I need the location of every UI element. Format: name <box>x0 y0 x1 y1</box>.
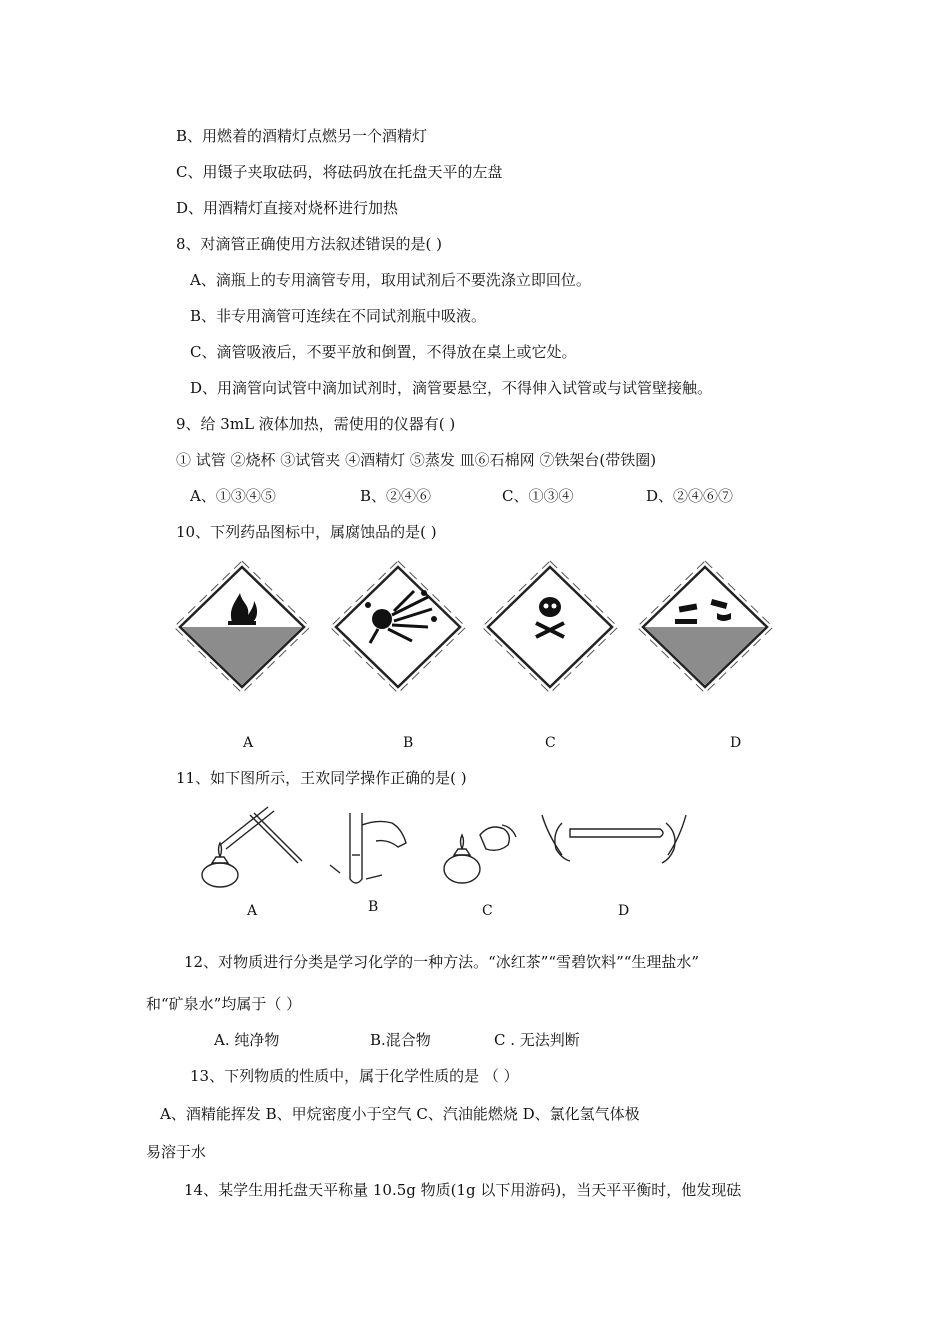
holding-tube-horizontal-icon <box>542 815 686 863</box>
q8-option-c: C、滴管吸液后，不要平放和倒置，不得放在桌上或它处。 <box>190 343 577 361</box>
q8-option-d: D、用滴管向试管中滴加试剂时，滴管要悬空，不得伸入试管或与试管壁接触。 <box>190 379 713 397</box>
q12-stem-line2: 和“矿泉水”均属于（ ） <box>146 995 302 1013</box>
lab-operations-figure <box>190 795 710 895</box>
q11-label-d: D <box>618 903 630 919</box>
toxic-hazard-icon <box>482 561 618 693</box>
q12-option-c: C . 无法判断 <box>494 1031 580 1049</box>
q8-option-a: A、滴瓶上的专用滴管专用，取用试剂后不要洗涤立即回位。 <box>190 271 591 289</box>
q13-options: A、酒精能挥发 B、甲烷密度小于空气 C、汽油能燃烧 D、氯化氢气体极 <box>160 1105 640 1123</box>
q9-option-a: A、①③④⑤ <box>190 487 276 505</box>
q13-stem: 13、下列物质的性质中，属于化学性质的是 （ ） <box>190 1067 519 1085</box>
q12-option-a: A. 纯净物 <box>214 1031 280 1049</box>
q10-label-d: D <box>730 735 742 751</box>
q11-label-c: C <box>482 903 493 919</box>
q10-label-b: B <box>403 735 414 751</box>
q9-option-b: B、②④⑥ <box>360 487 432 505</box>
q11-label-b: B <box>368 899 379 915</box>
q12-stem-line1: 12、对物质进行分类是学习化学的一种方法。“冰红茶”“雪碧饮料”“生理盐水” <box>184 953 700 971</box>
hazard-symbols-figure <box>150 552 780 702</box>
q7-option-c: C、用镊子夹取砝码，将砝码放在托盘天平的左盘 <box>176 163 503 181</box>
heating-test-tube-icon <box>202 807 302 887</box>
flammable-hazard-icon <box>174 561 310 693</box>
q9-items: ① 试管 ②烧杯 ③试管夹 ④酒精灯 ⑤蒸发 皿⑥石棉网 ⑦铁架台(带铁圈) <box>176 451 657 469</box>
q13-options-continued: 易溶于水 <box>146 1143 207 1161</box>
q12-option-b: B.混合物 <box>370 1031 431 1049</box>
corrosive-hazard-icon <box>637 561 773 693</box>
q9-option-c: C、①③④ <box>502 487 574 505</box>
q7-option-d: D、用酒精灯直接对烧杯进行加热 <box>176 199 399 217</box>
q14-stem: 14、某学生用托盘天平称量 10.5g 物质(1g 以下用游码)，当天平平衡时，他发现砝 <box>184 1181 742 1199</box>
shaking-test-tube-icon <box>330 813 406 883</box>
q8-stem: 8、对滴管正确使用方法叙述错误的是( ) <box>176 235 443 253</box>
q10-label-a: A <box>243 735 254 751</box>
q11-stem: 11、如下图所示，王欢同学操作正确的是( ) <box>176 769 467 787</box>
q11-label-a: A <box>247 903 258 919</box>
q7-option-b: B、用燃着的酒精灯点燃另一个酒精灯 <box>176 127 428 145</box>
q10-label-c: C <box>545 735 556 751</box>
lighting-alcohol-lamp-icon <box>444 825 516 883</box>
q9-stem: 9、给 3mL 液体加热，需使用的仪器有( ) <box>176 415 456 433</box>
q9-option-d: D、②④⑥⑦ <box>646 487 734 505</box>
q10-stem: 10、下列药品图标中，属腐蚀品的是( ) <box>176 523 437 541</box>
explosive-hazard-icon <box>330 561 466 693</box>
q8-option-b: B、非专用滴管可连续在不同试剂瓶中吸液。 <box>190 307 487 325</box>
